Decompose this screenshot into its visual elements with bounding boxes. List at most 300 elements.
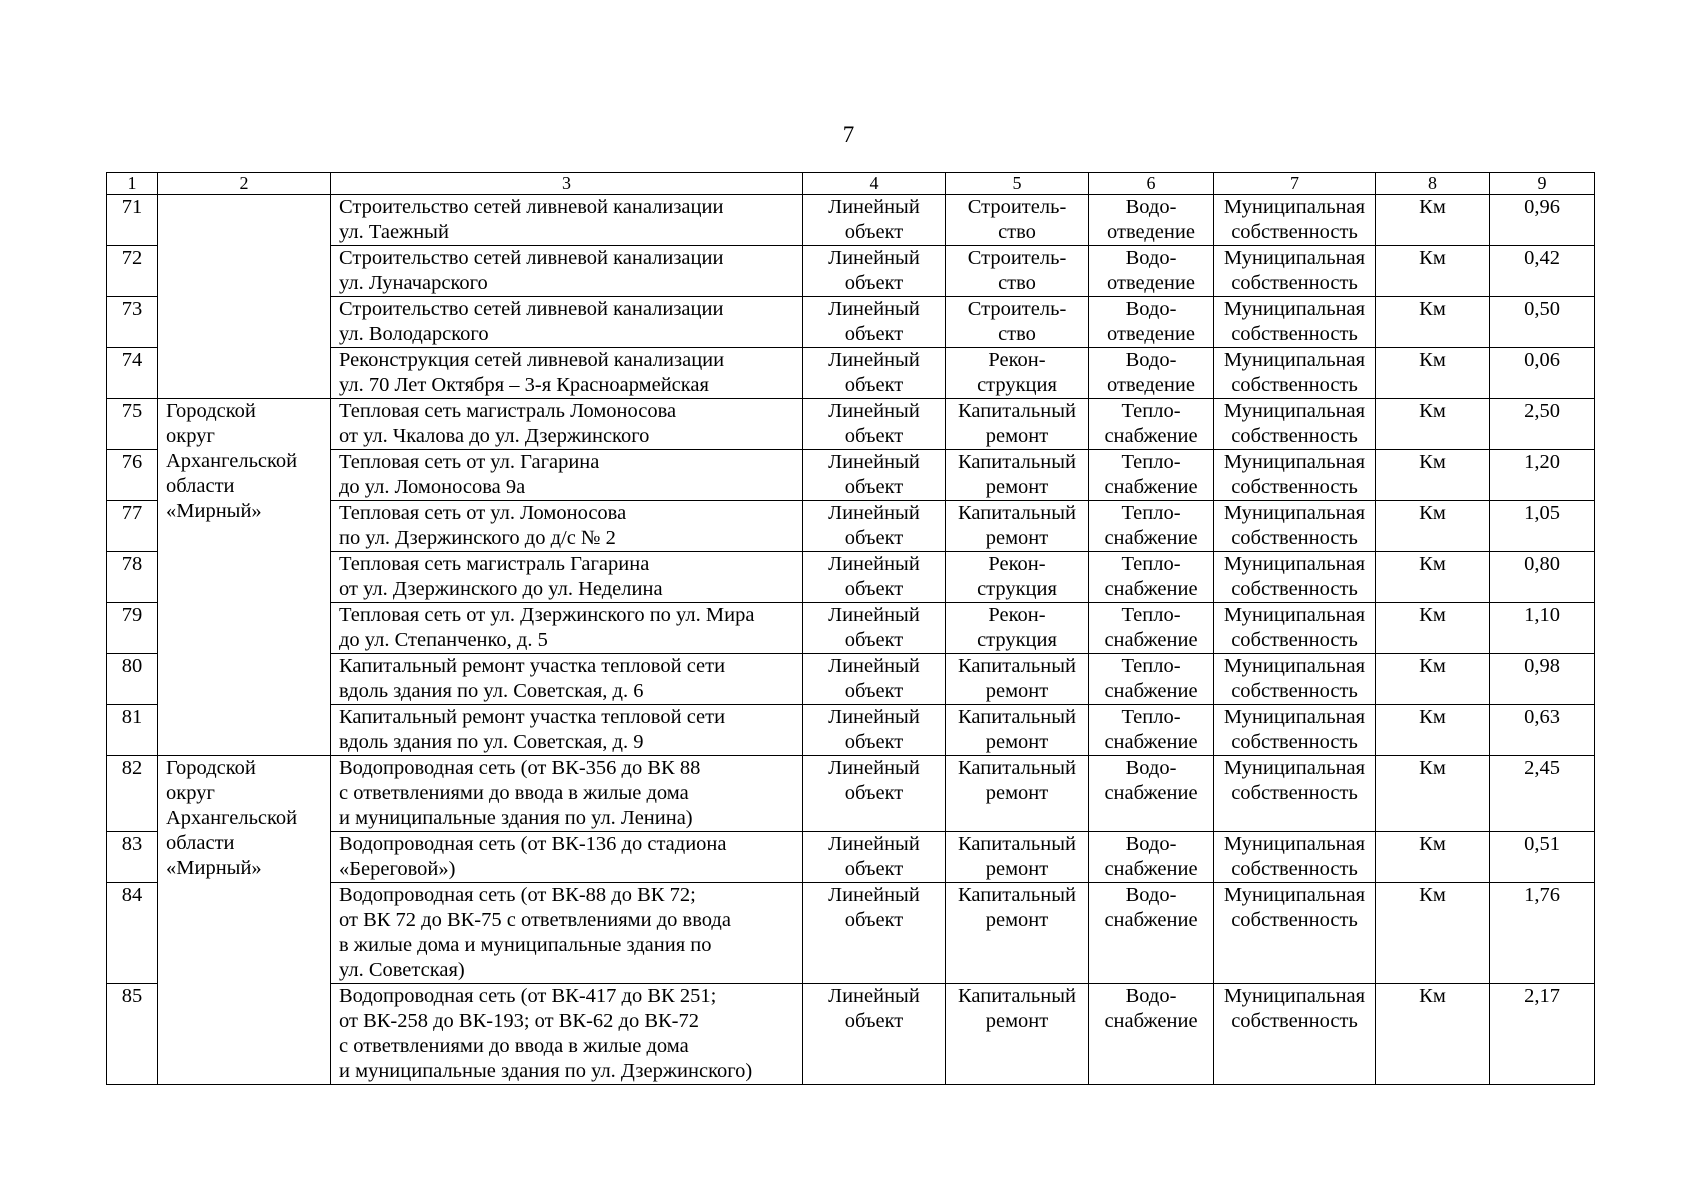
ownership-line: Муниципальная [1223,655,1366,677]
object-type-line: объект [844,527,904,549]
ownership-line: собственность [1231,680,1358,702]
unit: Км [1376,832,1490,883]
column-header: 6 [1089,173,1214,195]
value: 2,17 [1490,984,1595,1085]
object-type [803,501,946,552]
system-type-line: отведение [1107,272,1195,294]
object-description-line: Тепловая сеть от ул. Ломоносова [339,502,627,524]
table-row [107,654,1595,705]
value: 1,20 [1490,450,1595,501]
value: 0,63 [1490,705,1595,756]
object-description-line: и муниципальные здания по ул. Дзержинского) [339,1060,753,1082]
row-number: 76 [107,450,158,501]
table-row [107,705,1595,756]
object-description-line: Водопроводная сеть (от ВК-356 до ВК 88 [339,757,701,779]
table-row [107,603,1595,654]
table-row [107,246,1595,297]
unit: Км [1376,883,1490,984]
ownership-line: собственность [1231,374,1358,396]
object-description-line: от ул. Дзержинского до ул. Неделина [339,578,663,600]
table-row [107,195,1595,246]
ownership-line: Муниципальная [1223,400,1366,422]
ownership-line: Муниципальная [1223,349,1366,371]
work-type-line: ство [998,221,1036,243]
object-type-line: Линейный [828,298,920,320]
work-type [946,450,1089,501]
work-type-line: Рекон- [988,604,1046,626]
object-type [803,984,946,1085]
value: 2,45 [1490,756,1595,832]
object-type-line: объект [844,909,904,931]
work-type-line: Капитальный [958,502,1076,524]
region-cell [158,756,331,1085]
row-number: 72 [107,246,158,297]
unit: Км [1376,756,1490,832]
work-type-line: ство [998,272,1036,294]
object-type-line: объект [844,323,904,345]
system-type-line: снабжение [1104,425,1198,447]
object-type-line: объект [844,1010,904,1032]
work-type-line: ремонт [985,680,1049,702]
system-type-line: снабжение [1104,578,1198,600]
value: 0,42 [1490,246,1595,297]
system-type-line: Водо- [1125,196,1177,218]
object-description [331,984,803,1085]
value: 0,96 [1490,195,1595,246]
ownership-line: Муниципальная [1223,884,1366,906]
work-type-line: Рекон- [988,349,1046,371]
object-description-line: Тепловая сеть магистраль Гагарина [339,553,650,575]
object-description [331,348,803,399]
system-type [1089,399,1214,450]
table-row [107,832,1595,883]
object-type [803,705,946,756]
value: 0,80 [1490,552,1595,603]
system-type-line: отведение [1107,323,1195,345]
ownership [1214,705,1376,756]
column-header: 8 [1376,173,1490,195]
system-type [1089,984,1214,1085]
object-type [803,246,946,297]
system-type [1089,246,1214,297]
row-number: 73 [107,297,158,348]
row-number: 82 [107,756,158,832]
object-type-line: Линейный [828,757,920,779]
system-type-line: Тепло- [1121,553,1181,575]
object-type [803,399,946,450]
work-type-line: ремонт [985,527,1049,549]
object-description-line: до ул. Степанченко, д. 5 [339,629,548,651]
work-type [946,246,1089,297]
work-type-line: ремонт [985,782,1049,804]
work-type-line: ремонт [985,858,1049,880]
ownership-line: собственность [1231,425,1358,447]
object-type-line: Линейный [828,553,920,575]
system-type-line: снабжение [1104,731,1198,753]
ownership [1214,552,1376,603]
region-cell-line: области [166,475,235,497]
ownership-line: собственность [1231,782,1358,804]
object-description-line: Капитальный ремонт участка тепловой сети [339,706,726,728]
ownership-line: собственность [1231,527,1358,549]
object-description-line: вдоль здания по ул. Советская, д. 6 [339,680,644,702]
column-header: 1 [107,173,158,195]
value: 1,05 [1490,501,1595,552]
ownership-line: Муниципальная [1223,298,1366,320]
row-number: 81 [107,705,158,756]
ownership [1214,246,1376,297]
object-description-line: ул. Таежный [339,221,449,243]
work-type-line: ремонт [985,731,1049,753]
ownership-line: собственность [1231,221,1358,243]
object-description-line: с ответвлениями до ввода в жилые дома [339,1035,689,1057]
object-type [803,654,946,705]
row-number: 80 [107,654,158,705]
system-type [1089,450,1214,501]
unit: Км [1376,195,1490,246]
system-type-line: снабжение [1104,476,1198,498]
ownership-line: Муниципальная [1223,553,1366,575]
region-cell-line: Городской [166,757,256,779]
work-type-line: ство [998,323,1036,345]
table-row [107,984,1595,1085]
object-description-line: Водопроводная сеть (от ВК-136 до стадиона [339,833,727,855]
object-description [331,501,803,552]
object-type-line: объект [844,782,904,804]
object-type-line: Линейный [828,604,920,626]
ownership-line: Муниципальная [1223,451,1366,473]
system-type-line: Водо- [1125,884,1177,906]
ownership-line: Муниципальная [1223,757,1366,779]
work-type-line: струкция [977,578,1057,600]
work-type [946,654,1089,705]
column-header: 3 [331,173,803,195]
object-description-line: ул. Луначарского [339,272,488,294]
row-number: 75 [107,399,158,450]
system-type-line: Тепло- [1121,655,1181,677]
object-description-line: Строительство сетей ливневой канализации [339,196,724,218]
object-description-line: и муниципальные здания по ул. Ленина) [339,807,693,829]
ownership-line: Муниципальная [1223,833,1366,855]
system-type-line: снабжение [1104,527,1198,549]
work-type-line: Строитель- [967,247,1067,269]
object-type [803,450,946,501]
system-type-line: Водо- [1125,349,1177,371]
work-type [946,756,1089,832]
object-type-line: объект [844,272,904,294]
work-type-line: ремонт [985,1010,1049,1032]
value: 1,76 [1490,883,1595,984]
object-type-line: Линейный [828,247,920,269]
unit: Км [1376,246,1490,297]
column-header: 2 [158,173,331,195]
unit: Км [1376,399,1490,450]
column-header: 5 [946,173,1089,195]
object-description-line: до ул. Ломоносова 9а [339,476,526,498]
work-type-line: струкция [977,629,1057,651]
system-type-line: отведение [1107,374,1195,396]
system-type-line: снабжение [1104,1010,1198,1032]
ownership [1214,756,1376,832]
row-number: 84 [107,883,158,984]
object-description-line: от ВК 72 до ВК-75 с ответвлениями до ввода [339,909,731,931]
ownership [1214,501,1376,552]
region-cell [158,399,331,756]
work-type-line: Капитальный [958,451,1076,473]
work-type-line: струкция [977,374,1057,396]
ownership [1214,984,1376,1085]
row-number: 74 [107,348,158,399]
region-cell-line: округ [166,425,215,447]
object-description-line: с ответвлениями до ввода в жилые дома [339,782,689,804]
row-number: 83 [107,832,158,883]
object-description-line: Капитальный ремонт участка тепловой сети [339,655,726,677]
table-row [107,501,1595,552]
object-description-line: Тепловая сеть от ул. Дзержинского по ул. Мира [339,604,755,626]
ownership [1214,883,1376,984]
unit: Км [1376,348,1490,399]
page-number: 7 [842,122,855,147]
system-type [1089,705,1214,756]
object-description [331,832,803,883]
object-description-line: по ул. Дзержинского до д/с № 2 [339,527,616,549]
work-type [946,705,1089,756]
object-type [803,603,946,654]
object-type-line: Линейный [828,985,920,1007]
row-number: 71 [107,195,158,246]
system-type [1089,348,1214,399]
value: 0,98 [1490,654,1595,705]
work-type-line: Капитальный [958,757,1076,779]
ownership-line: Муниципальная [1223,196,1366,218]
ownership-line: собственность [1231,272,1358,294]
system-type [1089,552,1214,603]
system-type [1089,832,1214,883]
unit: Км [1376,705,1490,756]
object-type [803,883,946,984]
object-description-line: от ул. Чкалова до ул. Дзержинского [339,425,650,447]
object-description [331,705,803,756]
object-type [803,348,946,399]
ownership-line: собственность [1231,1010,1358,1032]
work-type-line: Капитальный [958,833,1076,855]
object-type-line: объект [844,578,904,600]
region-cell-line: «Мирный» [166,500,262,522]
ownership-line: Муниципальная [1223,604,1366,626]
system-type-line: Водо- [1125,985,1177,1007]
value: 2,50 [1490,399,1595,450]
object-description-line: Водопроводная сеть (от ВК-88 до ВК 72; [339,884,696,906]
system-type [1089,501,1214,552]
object-type-line: объект [844,374,904,396]
system-type [1089,756,1214,832]
work-type [946,348,1089,399]
unit: Км [1376,450,1490,501]
object-type-line: объект [844,680,904,702]
object-description-line: «Береговой») [339,858,456,880]
ownership-line: собственность [1231,578,1358,600]
work-type-line: Капитальный [958,400,1076,422]
table-row [107,552,1595,603]
system-type-line: Водо- [1125,833,1177,855]
unit: Км [1376,552,1490,603]
infrastructure-table [106,172,1595,1085]
object-type [803,832,946,883]
row-number: 85 [107,984,158,1085]
ownership-line: Муниципальная [1223,706,1366,728]
work-type [946,552,1089,603]
object-type [803,552,946,603]
system-type-line: Тепло- [1121,400,1181,422]
row-number: 77 [107,501,158,552]
object-description [331,195,803,246]
table-header-row [107,173,1595,195]
region-cell [158,195,331,399]
system-type-line: Тепло- [1121,451,1181,473]
object-type-line: Линейный [828,655,920,677]
table-row [107,399,1595,450]
object-description [331,450,803,501]
work-type [946,883,1089,984]
system-type-line: снабжение [1104,629,1198,651]
unit: Км [1376,297,1490,348]
value: 1,10 [1490,603,1595,654]
ownership [1214,399,1376,450]
object-description [331,399,803,450]
table-row [107,450,1595,501]
object-description-line: Водопроводная сеть (от ВК-417 до ВК 251; [339,985,717,1007]
object-type-line: объект [844,221,904,243]
object-description-line: в жилые дома и муниципальные здания по [339,934,712,956]
ownership [1214,297,1376,348]
work-type-line: Рекон- [988,553,1046,575]
object-description-line: Тепловая сеть магистраль Ломоносова [339,400,677,422]
table-row [107,348,1595,399]
object-description-line: вдоль здания по ул. Советская, д. 9 [339,731,644,753]
object-type-line: Линейный [828,349,920,371]
object-type-line: объект [844,425,904,447]
unit: Км [1376,984,1490,1085]
object-description [331,654,803,705]
object-type [803,756,946,832]
object-description [331,756,803,832]
column-header: 9 [1490,173,1595,195]
system-type-line: снабжение [1104,680,1198,702]
region-cell-line: области [166,832,235,854]
system-type-line: снабжение [1104,782,1198,804]
region-cell-line: Архангельской [166,450,298,472]
object-type-line: объект [844,476,904,498]
object-type-line: Линейный [828,706,920,728]
object-description-line: ул. Володарского [339,323,489,345]
ownership-line: собственность [1231,323,1358,345]
work-type [946,297,1089,348]
object-description-line: Тепловая сеть от ул. Гагарина [339,451,600,473]
unit: Км [1376,501,1490,552]
object-type-line: Линейный [828,400,920,422]
ownership-line: Муниципальная [1223,247,1366,269]
work-type [946,603,1089,654]
system-type-line: снабжение [1104,858,1198,880]
object-description-line: ул. Советская) [339,959,465,981]
work-type-line: Капитальный [958,655,1076,677]
system-type-line: Тепло- [1121,502,1181,524]
system-type-line: Тепло- [1121,706,1181,728]
table-row [107,297,1595,348]
work-type [946,399,1089,450]
object-description-line: Реконструкция сетей ливневой канализации [339,349,725,371]
value: 0,51 [1490,832,1595,883]
system-type-line: Водо- [1125,298,1177,320]
ownership-line: собственность [1231,629,1358,651]
object-description [331,246,803,297]
object-type [803,297,946,348]
value: 0,06 [1490,348,1595,399]
ownership-line: собственность [1231,476,1358,498]
ownership-line: Муниципальная [1223,985,1366,1007]
object-type-line: объект [844,858,904,880]
work-type [946,984,1089,1085]
work-type [946,832,1089,883]
ownership [1214,348,1376,399]
object-description-line: ул. 70 Лет Октября – 3-я Красноармейская [339,374,709,396]
object-type-line: Линейный [828,196,920,218]
ownership [1214,832,1376,883]
row-number: 79 [107,603,158,654]
region-cell-line: «Мирный» [166,857,262,879]
ownership-line: собственность [1231,731,1358,753]
unit: Км [1376,603,1490,654]
object-type-line: объект [844,731,904,753]
value: 0,50 [1490,297,1595,348]
system-type-line: Тепло- [1121,604,1181,626]
object-description [331,297,803,348]
system-type [1089,883,1214,984]
ownership [1214,654,1376,705]
work-type-line: ремонт [985,425,1049,447]
region-cell-line: Городской [166,400,256,422]
work-type-line: Строитель- [967,298,1067,320]
system-type-line: снабжение [1104,909,1198,931]
region-cell-line: округ [166,782,215,804]
object-type [803,195,946,246]
object-description [331,603,803,654]
work-type-line: Капитальный [958,884,1076,906]
object-description [331,552,803,603]
object-type-line: Линейный [828,451,920,473]
object-description [331,883,803,984]
system-type-line: отведение [1107,221,1195,243]
work-type-line: Капитальный [958,706,1076,728]
system-type-line: Водо- [1125,247,1177,269]
table-row [107,883,1595,984]
ownership [1214,195,1376,246]
object-description-line: от ВК-258 до ВК-193; от ВК-62 до ВК-72 [339,1010,700,1032]
work-type-line: ремонт [985,909,1049,931]
work-type-line: ремонт [985,476,1049,498]
work-type-line: Капитальный [958,985,1076,1007]
ownership-line: собственность [1231,909,1358,931]
ownership [1214,450,1376,501]
object-type-line: Линейный [828,884,920,906]
ownership [1214,603,1376,654]
system-type-line: Водо- [1125,757,1177,779]
ownership-line: собственность [1231,858,1358,880]
column-header: 7 [1214,173,1376,195]
table-row [107,756,1595,832]
object-description-line: Строительство сетей ливневой канализации [339,247,724,269]
column-header: 4 [803,173,946,195]
